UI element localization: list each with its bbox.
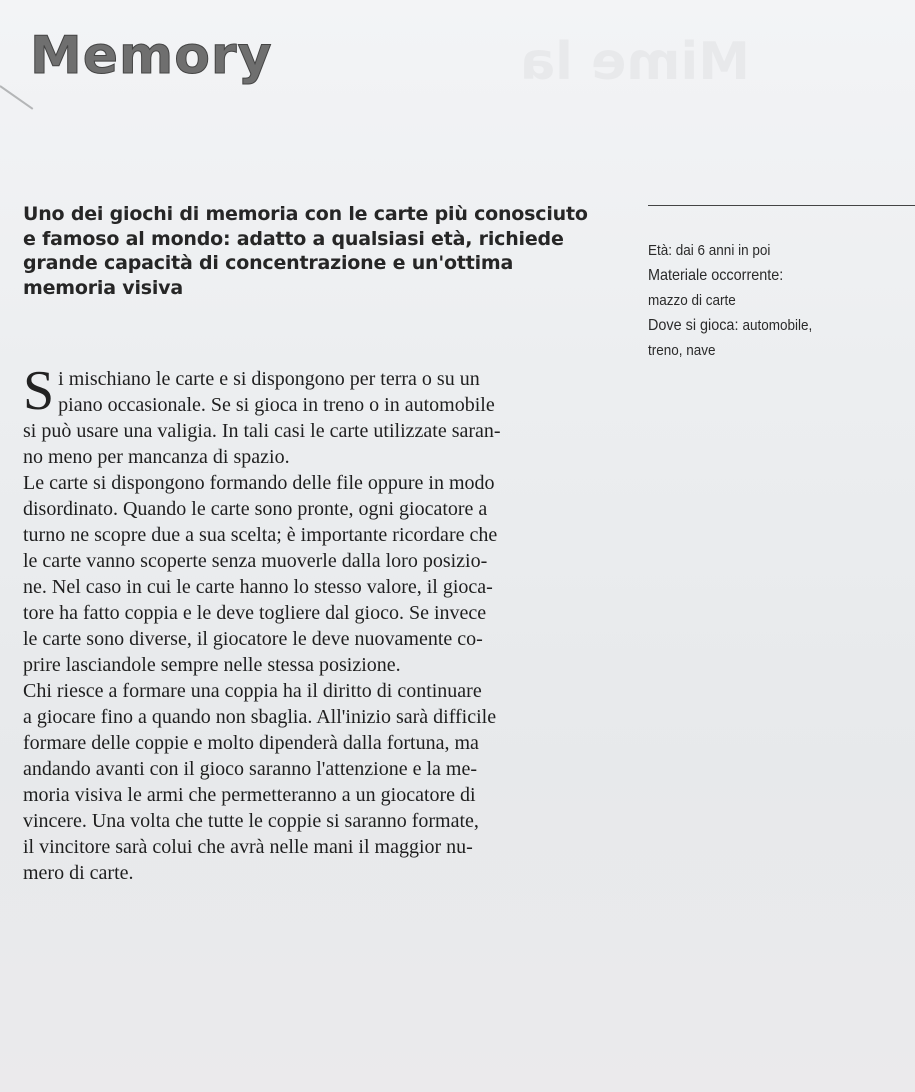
sidebar-divider xyxy=(648,205,915,206)
body-line: il vincitore sarà colui che avrà nelle mani il maggior nu- xyxy=(23,836,473,858)
material-value: mazzo di carte xyxy=(648,292,736,309)
where-info xyxy=(648,313,882,338)
body-line: Chi riesce a formare una coppia ha il diritto di continuare xyxy=(23,680,482,702)
rules-text xyxy=(23,360,613,886)
body-line: no meno per mancanza di spazio. xyxy=(23,446,290,468)
body-line: mero di carte. xyxy=(23,862,134,884)
body-line: i mischiano le carte e si dispongono per terra o su un xyxy=(58,368,480,390)
info-sidebar xyxy=(648,238,882,363)
intro-line: memoria visiva xyxy=(23,276,183,299)
body-line: formare delle coppie e molto dipenderà dalla fortuna, ma xyxy=(23,732,479,754)
intro-line: grande capacità di concentrazione e un'ottima xyxy=(23,252,514,274)
body-line: disordinato. Quando le carte sono pronte, ogni giocatore a xyxy=(23,498,488,520)
body-line: andando avanti con il gioco saranno l'attenzione e la me- xyxy=(23,758,477,780)
where-value-continued: treno, nave xyxy=(648,342,716,359)
show-through-text xyxy=(520,32,750,92)
body-line: a giocare fino a quando non sbaglia. All'inizio sarà difficile xyxy=(23,706,497,728)
body-line: moria visiva le armi che permetteranno a un giocatore di xyxy=(23,784,476,806)
body-line: si può usare una valigia. In tali casi le carte utilizzate saran- xyxy=(23,420,501,442)
body-line: prire lasciandole sempre nelle stessa posizione. xyxy=(23,654,401,676)
body-line: le carte sono diverse, il giocatore le deve nuovamente co- xyxy=(23,628,483,650)
drop-cap: S xyxy=(23,360,55,422)
intro-paragraph xyxy=(23,202,623,300)
body-line: Le carte si dispongono formando delle file oppure in modo xyxy=(23,472,495,494)
age-info: Età: dai 6 anni in poi xyxy=(648,242,771,259)
where-label: Dove si gioca: xyxy=(648,317,739,334)
body-line: ne. Nel caso in cui le carte hanno lo stesso valore, il gioca- xyxy=(23,576,493,598)
body-line: le carte vanno scoperte senza muoverle dalla loro posizio- xyxy=(23,550,488,572)
where-value: automobile, xyxy=(742,317,813,334)
intro-line: Uno dei giochi di memoria con le carte più conosciuto xyxy=(23,203,588,225)
body-line: piano occasionale. Se si gioca in treno o in automobile xyxy=(58,394,495,416)
page-title: Memory xyxy=(30,26,273,86)
body-line: vincere. Una volta che tutte le coppie si saranno formate, xyxy=(23,810,479,832)
body-line: turno ne scopre due a sua scelta; è importante ricordare che xyxy=(23,524,498,546)
body-line: tore ha fatto coppia e le deve togliere dal gioco. Se invece xyxy=(23,602,487,624)
paper-crease xyxy=(0,85,33,110)
intro-line: e famoso al mondo: adatto a qualsiasi età, richiede xyxy=(23,227,564,250)
material-label: Materiale occorrente: xyxy=(648,267,784,284)
